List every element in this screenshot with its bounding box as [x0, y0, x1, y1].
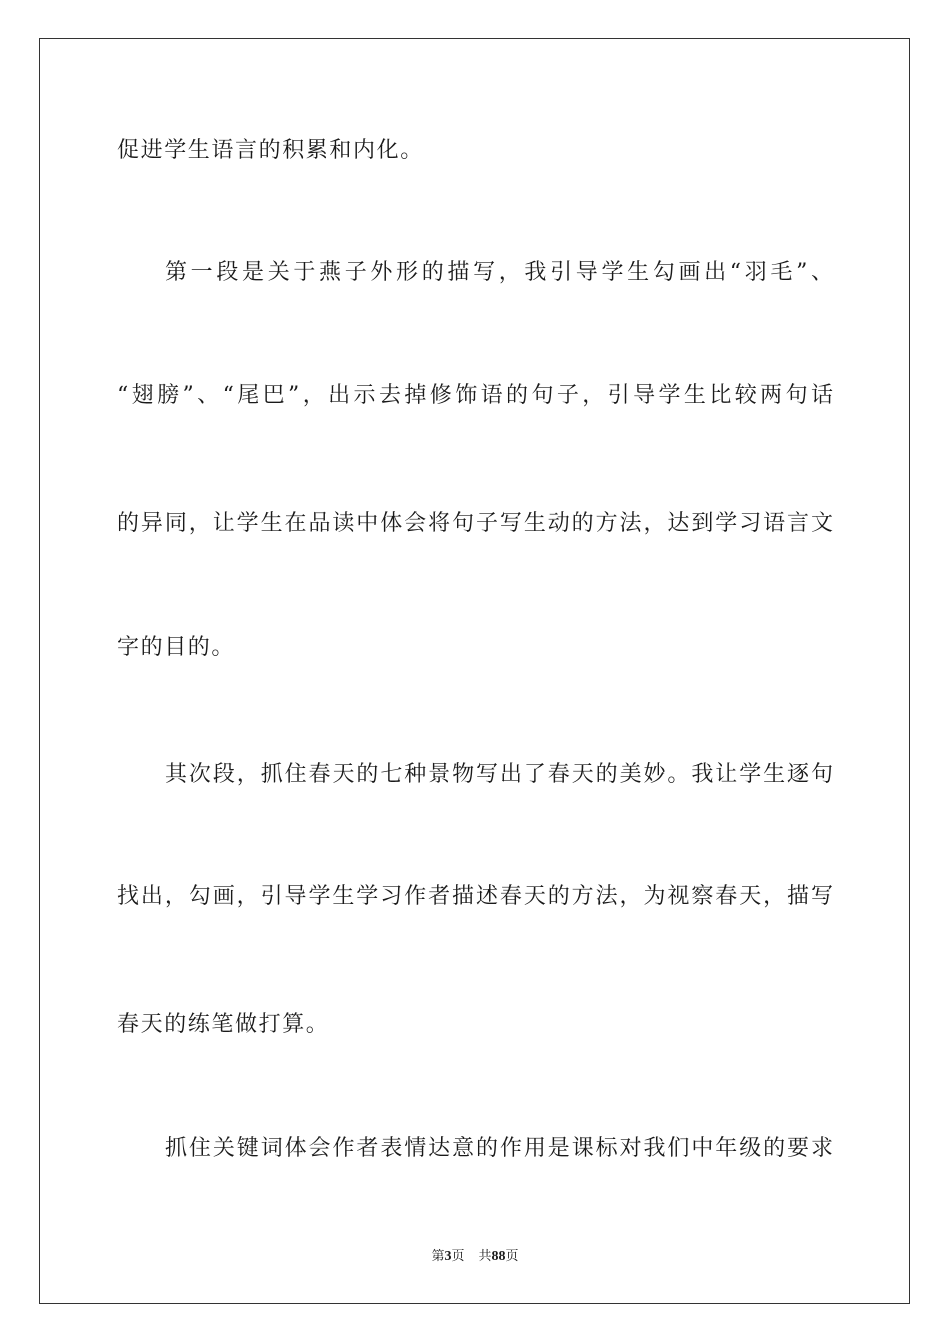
total-pages: 88: [491, 1249, 506, 1264]
text-line-3: “翅膀”、“尾巴”，出示去掉修饰语的句子，引导学生比较两句话: [117, 383, 833, 408]
text-line-8: 春天的练笔做打算。: [117, 1012, 330, 1037]
text-line-4: 的异同，让学生在品读中体会将句子写生动的方法，达到学习语言文: [117, 511, 833, 536]
text-line-6: 其次段，抓住春天的七种景物写出了春天的美妙。我让学生逐句: [165, 762, 833, 787]
text-line-9: 抓住关键词体会作者表情达意的作用是课标对我们中年级的要求: [165, 1136, 833, 1161]
page-suffix: 页: [451, 1249, 465, 1264]
text-line-1: 促进学生语言的积累和内化。: [117, 138, 424, 163]
text-line-7: 找出，勾画，引导学生学习作者描述春天的方法，为视察春天，描写: [117, 884, 833, 909]
total-prefix: 共: [478, 1249, 492, 1264]
text-line-2: 第一段是关于燕子外形的描写，我引导学生勾画出“羽毛”、: [165, 260, 833, 285]
page-footer: [0, 1248, 950, 1266]
page-prefix: 第: [431, 1249, 445, 1264]
page-number: 3: [444, 1249, 452, 1264]
text-line-5: 字的目的。: [117, 635, 236, 660]
total-suffix: 页: [505, 1249, 519, 1264]
page-frame: [39, 38, 910, 1304]
